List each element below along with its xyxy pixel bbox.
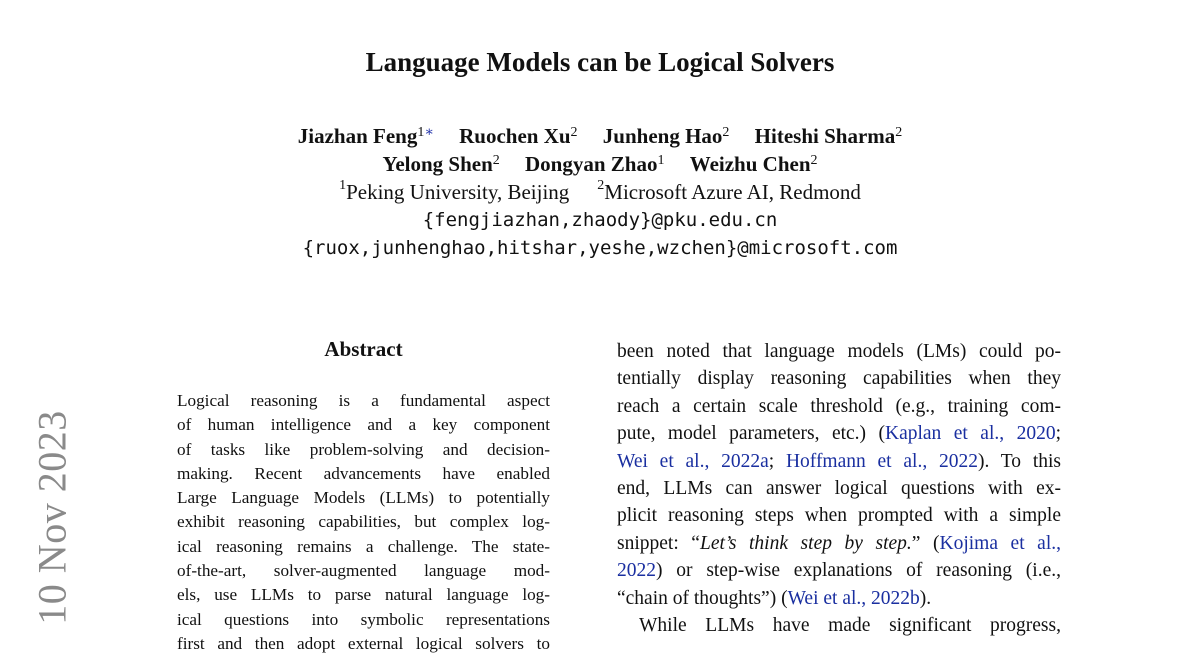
abstract-line: first and then adopt external logical solvers to <box>177 633 550 653</box>
email-line: {fengjiazhan,zhaody}@pku.edu.cn <box>422 209 778 231</box>
quoted-prompt: Let’s think step by step. <box>699 532 912 554</box>
author-line-2 <box>0 150 1200 178</box>
body-line: reach a certain scale threshold (e.g., training com- <box>617 395 1061 417</box>
author: Ruochen Xu$^2$ <box>459 124 578 148</box>
citation-link[interactable]: Hoffmann et al., 2022 <box>785 450 978 472</box>
abstract-line: ical reasoning remains a challenge. The state- <box>177 536 550 556</box>
affiliation: $^1$Peking University, Beijing <box>339 178 570 204</box>
abstract-line: ical questions into symbolic representations <box>177 609 550 629</box>
body-line: While LLMs have made significant progress, <box>639 614 1061 636</box>
affiliation: $^2$Microsoft Azure AI, Redmond <box>597 178 861 204</box>
citation-link[interactable]: Wei et al., 2022a <box>617 450 769 472</box>
affiliations <box>0 180 1200 205</box>
abstract-line: Logical reasoning is a fundamental aspect <box>177 391 550 410</box>
citation-link[interactable]: 2022 <box>617 560 656 582</box>
abstract-line: of tasks like problem-solving and decision- <box>177 439 550 459</box>
abstract-line: exhibit reasoning capabilities, but complex log- <box>177 512 550 532</box>
body-line: pute, model parameters, etc.) (Kaplan et al., 2020; <box>617 423 1061 445</box>
body-line: been noted that language models (LMs) could po- <box>617 341 1061 362</box>
author: Junheng Hao$^2$ <box>602 124 730 148</box>
body-line: plicit reasoning steps when prompted with a simple <box>617 505 1061 527</box>
abstract-line: of human intelligence and a key component <box>177 415 550 435</box>
abstract-line: making. Recent advancements have enabled <box>177 463 550 483</box>
abstract-heading: Abstract <box>324 337 403 361</box>
citation-link[interactable]: Kaplan et al., 2020 <box>885 423 1056 445</box>
body-line: 2022) or step-wise explanations of reasoning (i.e., <box>617 560 1061 582</box>
citation-link[interactable]: Kojima et al., <box>939 532 1061 554</box>
author: Dongyan Zhao$^1$ <box>525 152 665 176</box>
abstract-line: Large Language Models (LLMs) to potentially <box>177 488 550 508</box>
author: Jiazhan Feng$^{1∗}$ <box>297 124 434 148</box>
author: Weizhu Chen$^2$ <box>689 152 818 176</box>
introduction-text <box>617 338 1061 639</box>
abstract-text <box>177 389 550 656</box>
paper-title: Language Models can be Logical Solvers <box>365 47 835 77</box>
author: Hiteshi Sharma$^2$ <box>754 124 903 148</box>
abstract-line: els, use LLMs to parse natural language log- <box>177 585 550 605</box>
body-line: “chain of thoughts”) (Wei et al., 2022b). <box>617 587 932 609</box>
arxiv-side-stamp <box>29 409 75 625</box>
citation-link[interactable]: Wei et al., 2022b <box>787 587 920 609</box>
email-line: {ruox,junhenghao,hitshar,yeshe,wzchen}@microsoft.com <box>302 237 898 259</box>
arxiv-date: 10 Nov 2023 <box>29 409 75 625</box>
body-line: end, LLMs can answer logical questions with ex- <box>617 477 1061 499</box>
body-line: tentially display reasoning capabilities when they <box>617 368 1061 390</box>
body-line: Wei et al., 2022a; Hoffmann et al., 2022). To this <box>617 450 1061 472</box>
abstract-line: of-the-art, solver-augmented language mod- <box>177 561 550 581</box>
author-block <box>0 122 1200 178</box>
corresponding-author-mark[interactable]: ∗ <box>424 125 434 140</box>
author: Yelong Shen$^2$ <box>382 152 500 176</box>
author-line-1 <box>0 122 1200 150</box>
body-line: snippet: “Let’s think step by step.” (Kojima et al., <box>617 532 1061 554</box>
